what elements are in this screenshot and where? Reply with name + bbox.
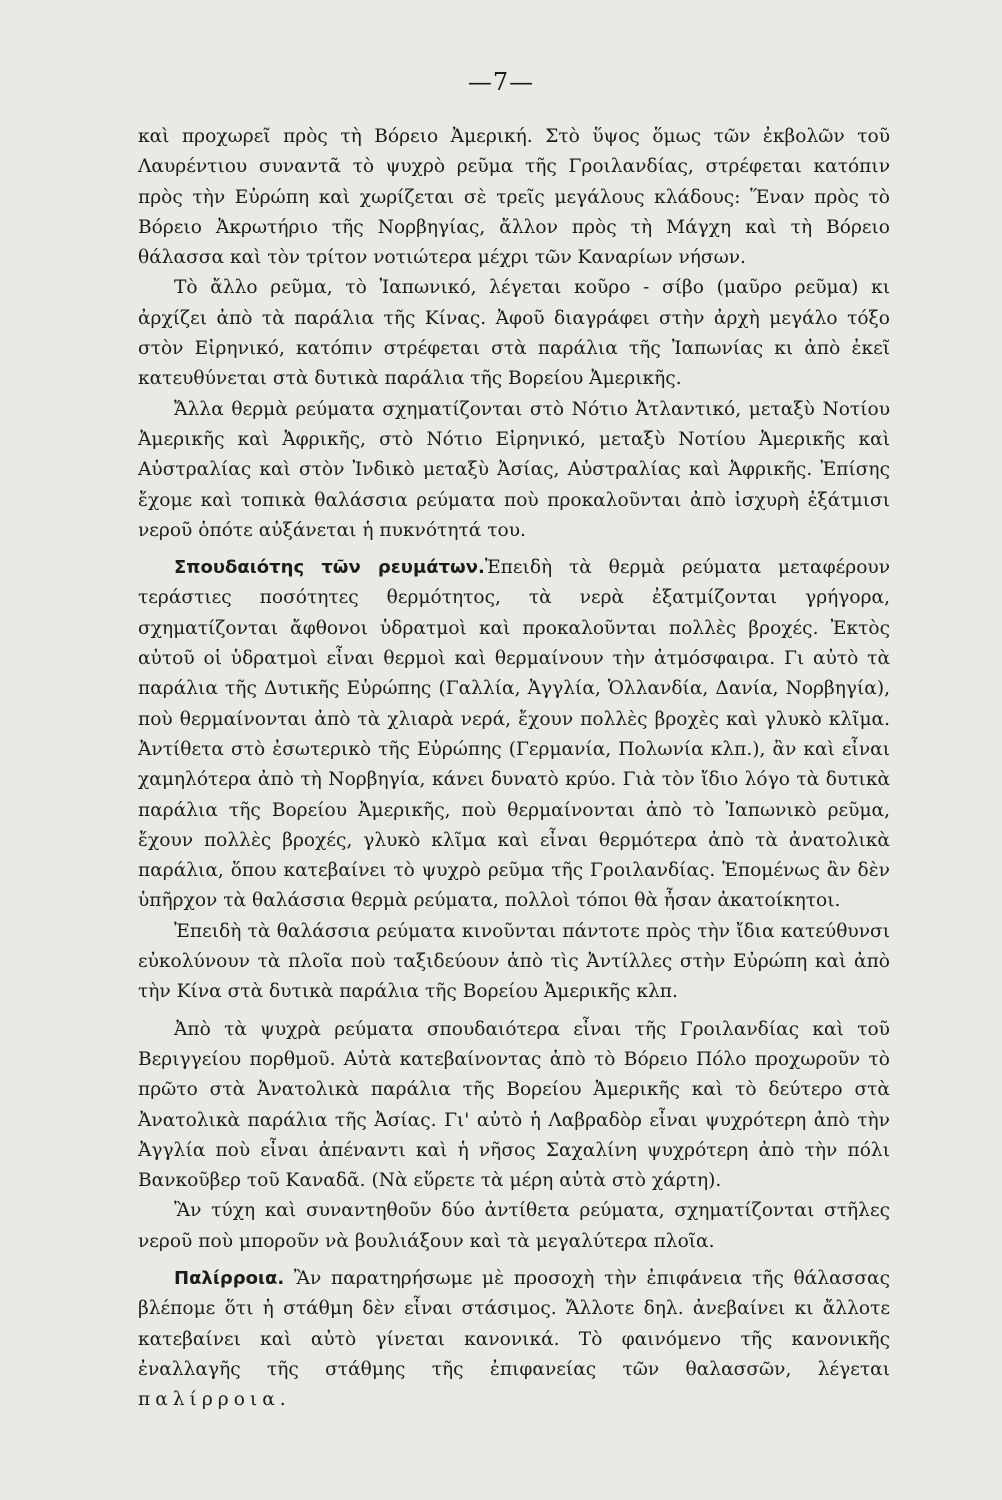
page-number: —7— <box>467 68 535 96</box>
paragraph-text: Ἐπειδὴ τὰ θερμὰ ρεύματα μεταφέρουν τεράστιες ποσότητες θερμότητος, τὰ νερὰ ἐξατμίζονται γρήγορα, σχηματίζονται ἄφθονοι ὑδρατμοὶ καὶ προκαλοῦνται πολλὲς βροχές. Ἐκτὸς αὐτοῦ οἱ ὑδρατμοὶ εἶναι θερμοὶ καὶ θερμαίνουν τὴν ἀτμόσφαιρα. Γι αὐτὸ τὰ παράλια τῆς Δυτικῆς Εὐρώπης (Γαλλία, Ἀγγλία, Ὁλλανδία, Δανία, Νορβηγία), ποὺ θερμαίνονται ἀπὸ τὰ χλιαρὰ νερά, ἔχουν πολλὲς βροχὲς καὶ γλυκὸ κλῖμα. Ἀντίθετα στὸ ἐσωτερικὸ τῆς Εὐρώπης (Γερμανία, Πολωνία κλπ.), ἂν καὶ εἶναι χαμηλότερα ἀπὸ τὴ Νορβηγία, κάνει δυνατὸ κρύο. Γιὰ τὸν ἴδιο λόγο τὰ δυτικὰ παράλια τῆς Βορείου Ἀμερικῆς, ποὺ θερμαίνονται ἀπὸ τὸ Ἰαπωνικὸ ρεῦμα, ἔχουν πολλὲς βροχές, γλυκὸ κλῖμα καὶ εἶναι θερμότερα ἀπὸ τὰ ἀνατολικὰ παράλια, ὅπου κατεβαίνει τὸ ψυχρὸ ρεῦμα τῆς Γροιλανδίας. Ἑπομένως ἂν δὲν ὑπῆρχον τὰ θαλάσσια θερμὰ ρεύματα, πολλοὶ τόποι θὰ ἦσαν ἀκατοίκητοι. <box>138 557 890 912</box>
paragraph: Ἂν τύχη καὶ συναντηθοῦν δύο ἀντίθετα ρεύματα, σχηματίζονται στῆλες νεροῦ ποὺ μποροῦν νὰ βουλιάξουν καὶ τὰ μεγαλύτερα πλοῖα. <box>138 1200 890 1252</box>
body-text <box>138 122 890 1415</box>
section-heading: Σπουδαιότης τῶν ρευμάτων. <box>174 557 485 579</box>
paragraph: Ἀπὸ τὰ ψυχρὰ ρεύματα σπουδαιότερα εἶναι τῆς Γροιλανδίας καὶ τοῦ Βεριγγείου πορθμοῦ. Αὐτὰ κατεβαίνοντας ἀπὸ τὸ Βόρειο Πόλο προχωροῦν τὸ πρῶτο στὰ Ἀνατολικὰ παράλια τῆς Βορείου Ἀμερικῆς καὶ τὸ δεύτερο στὰ Ἀνατολικὰ παράλια τῆς Ἀσίας. Γι' αὐτὸ ἡ Λαβραδὸρ εἶναι ψυχρότερη ἀπὸ τὴν Ἀγγλία ποὺ εἶναι ἀπέναντι καὶ ἡ νῆσος Σαχαλίνη ψυχρότερη ἀπὸ τὴν πόλι Βανκοῦβερ τοῦ Καναδᾶ. (Νὰ εὕρετε τὰ μέρη αὐτὰ στὸ χάρτη). <box>138 1018 890 1192</box>
paragraph: Τὸ ἄλλο ρεῦμα, τὸ Ἰαπωνικό, λέγεται κοῦρο - σίβο (μαῦρο ρεῦμα) κι ἀρχίζει ἀπὸ τὰ παράλια τῆς Κίνας. Ἀφοῦ διαγράφει στὴν ἀρχὴ μεγάλο τόξο στὸν Εἰρηνικό, κατόπιν στρέφεται στὰ παράλια τῆς Ἰαπωνίας κι ἀπὸ ἐκεῖ κατευθύνεται στὰ δυτικὰ παράλια τῆς Βορείου Ἀμερικῆς. <box>138 277 890 390</box>
spaced-term: παλίρροια. <box>138 1389 291 1411</box>
section-heading: Παλίρροια. <box>174 1267 285 1289</box>
paragraph-text: Ἂν παρατηρήσωμε μὲ προσοχὴ τὴν ἐπιφάνεια τῆς θάλασσας βλέπομε ὅτι ἡ στάθμη δὲν εἶναι στάσιμος. Ἄλλοτε δηλ. ἀνεβαίνει κι ἄλλοτε κατεβαίνει καὶ αὐτὸ γίνεται κανονικά. Τὸ φαινόμενο τῆς κανονικῆς ἐναλλαγῆς τῆς στάθμης τῆς ἐπιφανείας τῶν θαλασσῶν, λέγεται <box>138 1267 890 1380</box>
paragraph: καὶ προχωρεῖ πρὸς τὴ Βόρειο Ἀμερική. Στὸ ὕψος ὅμως τῶν ἐκβολῶν τοῦ Λαυρέντιου συναντᾶ τὸ ψυχρὸ ρεῦμα τῆς Γροιλανδίας, στρέφεται κατόπιν πρὸς τὴν Εὐρώπη καὶ χωρίζεται σὲ τρεῖς μεγάλους κλάδους: Ἕναν πρὸς τὸ Βόρειο Ἀκρωτήριο τῆς Νορβηγίας, ἄλλον πρὸς τὴ Μάγχη καὶ τὴ Βόρειο θάλασσα καὶ τὸν τρίτον νοτιώτερα μέχρι τῶν Καναρίων νήσων. <box>138 126 890 269</box>
paragraph <box>138 1264 890 1415</box>
paragraph: Ἄλλα θερμὰ ρεύματα σχηματίζονται στὸ Νότιο Ἀτλαντικό, μεταξὺ Νοτίου Ἀμερικῆς καὶ Ἀφρικῆς, στὸ Νότιο Εἰρηνικό, μεταξὺ Νοτίου Ἀμερικῆς καὶ Αὐστραλίας καὶ στὸν Ἰνδικὸ μεταξὺ Ἀσίας, Αὐστραλίας καὶ Ἀφρικῆς. Ἐπίσης ἔχομε καὶ τοπικὰ θαλάσσια ρεύματα ποὺ προκαλοῦνται ἀπὸ ἰσχυρὴ ἐξάτμισι νεροῦ ὁπότε αὐξάνεται ἡ πυκνότητά του. <box>138 398 890 541</box>
paragraph: Ἐπειδὴ τὰ θαλάσσια ρεύματα κινοῦνται πάντοτε πρὸς τὴν ἴδια κατεύθυνσι εὐκολύνουν τὰ πλοῖα ποὺ ταξιδεύουν ἀπὸ τὶς Ἀντίλλες στὴν Εὐρώπη καὶ ἀπὸ τὴν Κίνα στὰ δυτικὰ παράλια τῆς Βορείου Ἀμερικῆς κλπ. <box>138 920 890 1003</box>
paragraph <box>138 553 890 917</box>
